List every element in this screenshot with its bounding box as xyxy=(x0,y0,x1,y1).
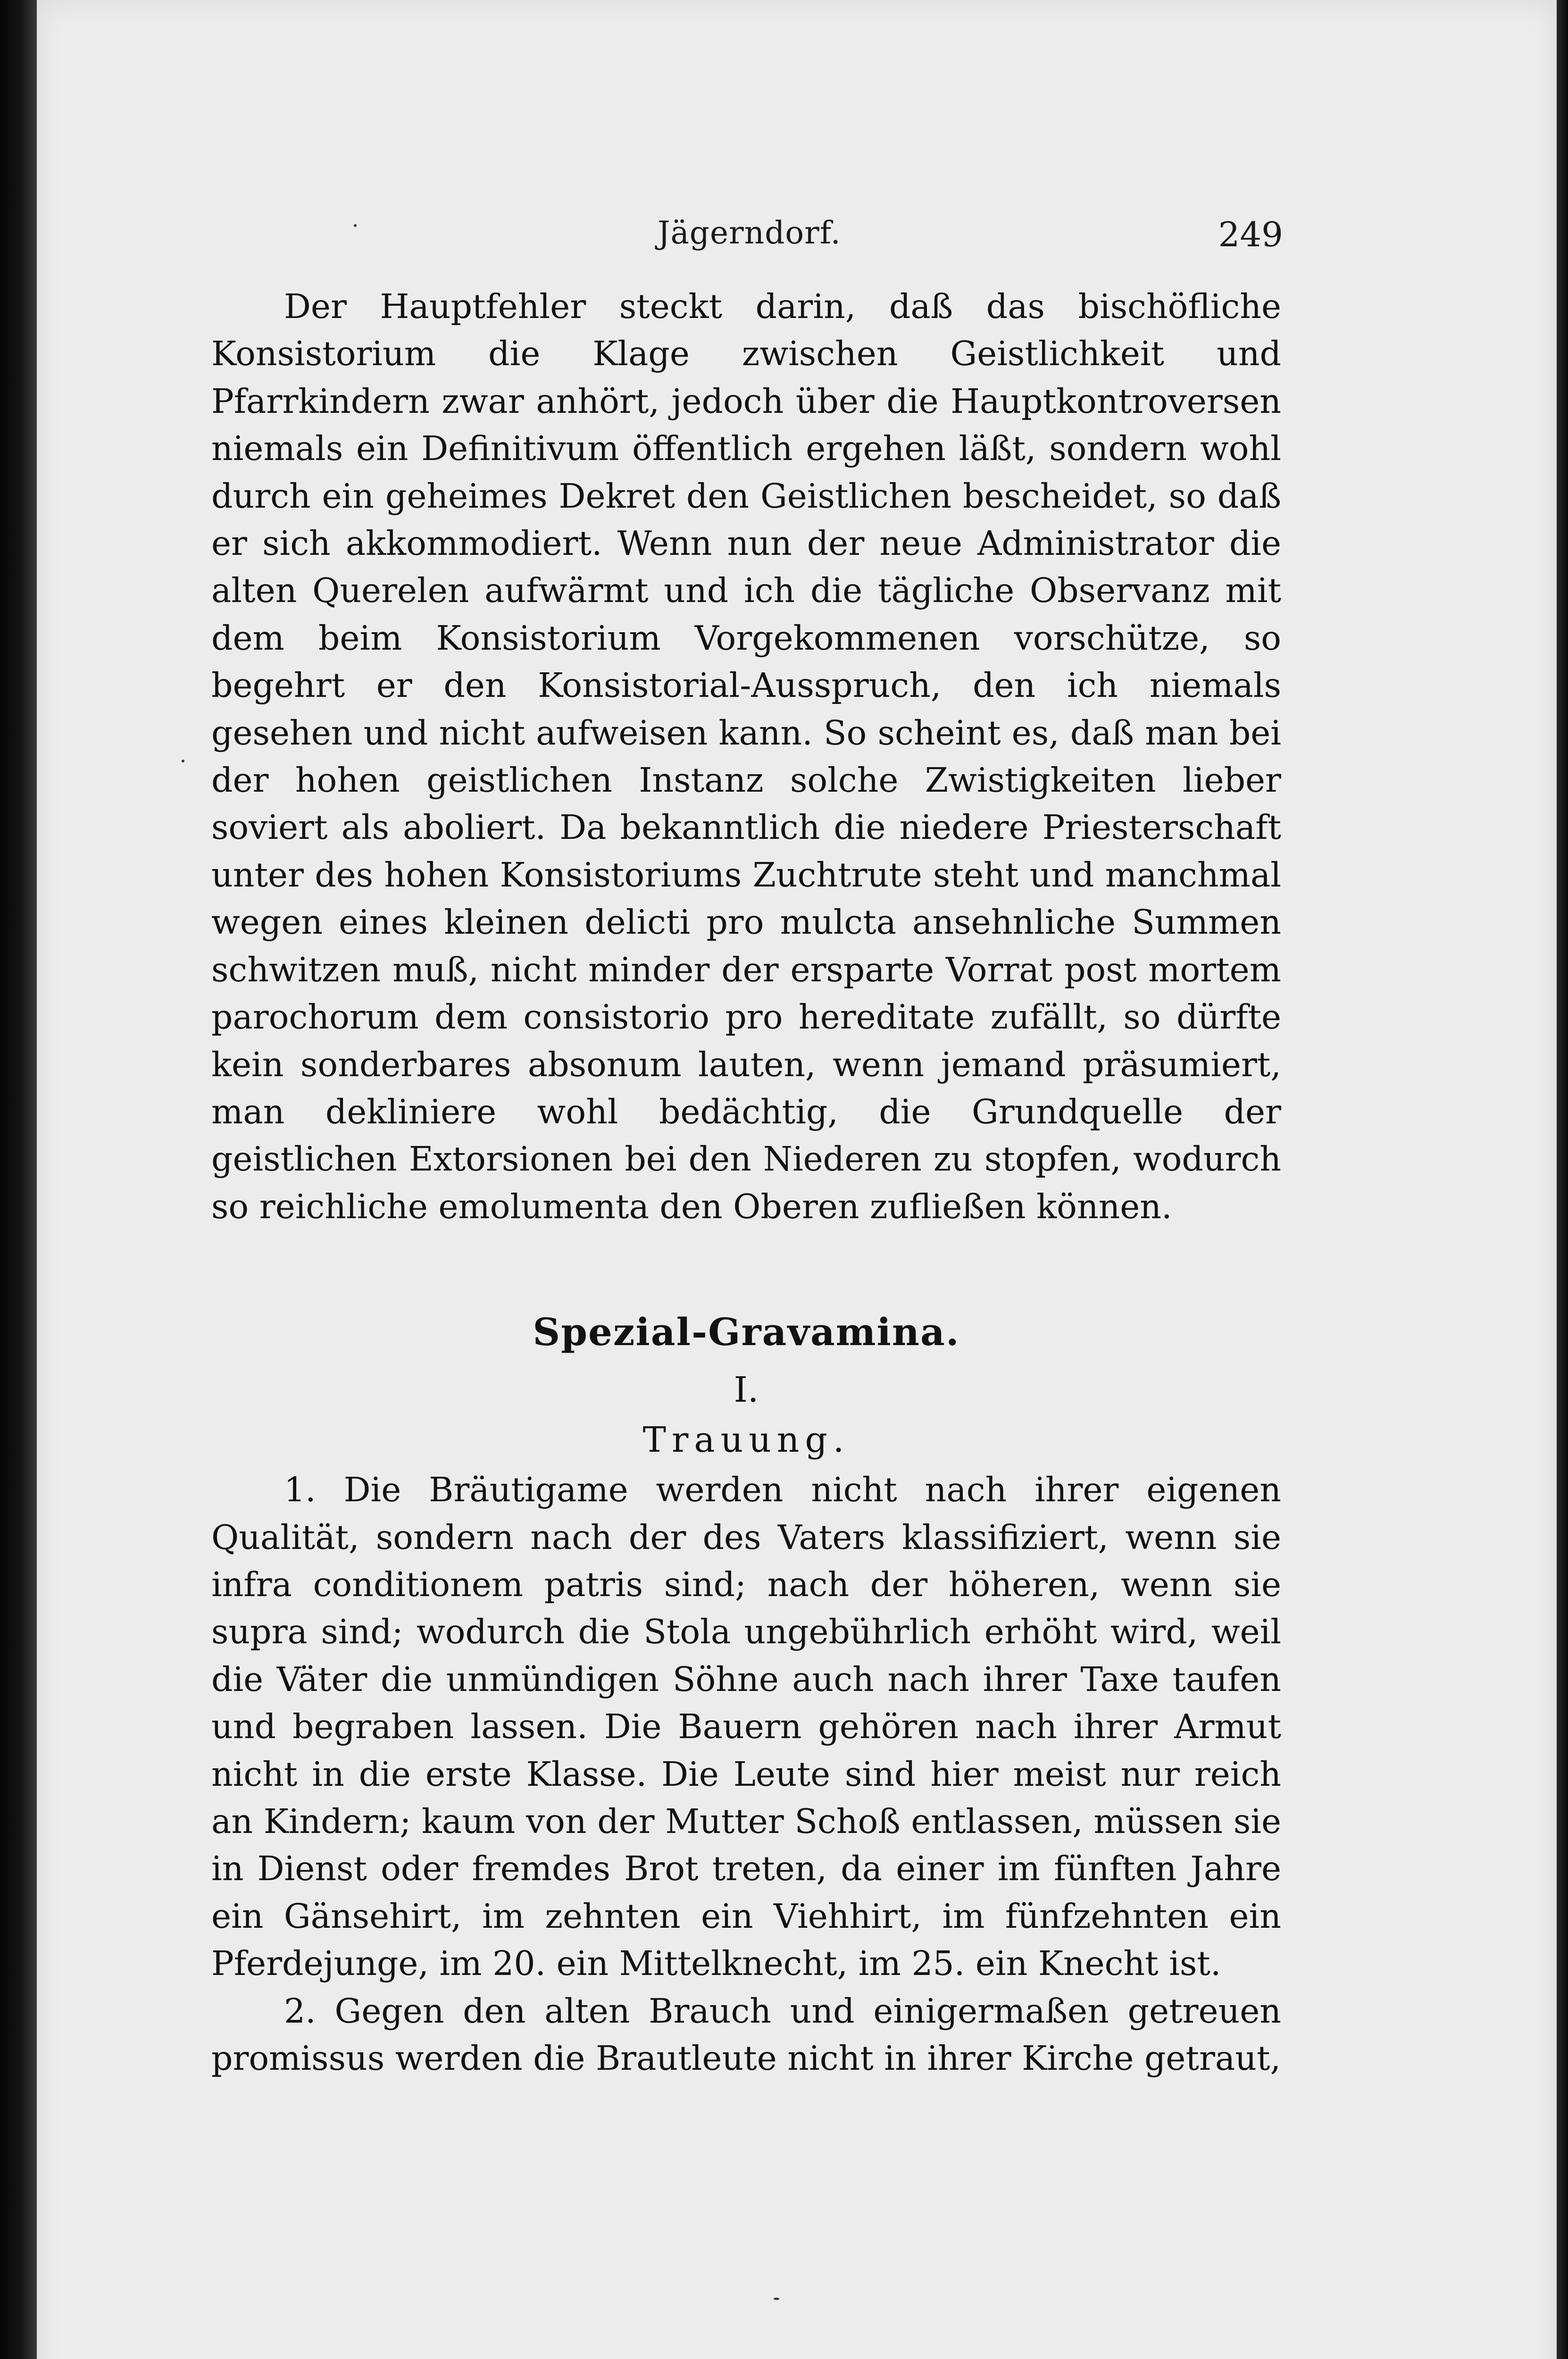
page-right-edge xyxy=(1557,0,1568,2359)
paragraph: Der Hauptfehler steckt darin, daß das bischöfliche Konsistorium die Klage zwischen Geistlichkeit und Pfarrkindern zwar anhört, jedoch über die Hauptkontroversen niemals ein Definitivum öffentlich ergehen läßt, sondern wohl durch ein geheimes Dekret den Geistlichen bescheidet, so daß er sich akkommodiert. Wenn nun der neue Administrator die alten Querelen aufwärmt und ich die tägliche Observanz mit dem beim Konsistorium Vorgekommenen vorschütze, so begehrt er den Konsistorial-Ausspruch, den ich niemals gesehen und nicht aufweisen kann. So scheint es, daß man bei der hohen geistlichen Instanz solche Zwistigkeiten lieber soviert als aboliert. Da bekanntlich die niedere Priesterschaft unter des hohen Konsistoriums Zuchtrute steht und manchmal wegen eines kleinen delicti pro mulcta ansehnliche Summen schwitzen muß, nicht minder der ersparte Vorrat post mortem parochorum dem consistorio pro hereditate zufällt, so dürfte kein sonderbares absonum lauten, wenn jemand präsumiert, man dekliniere wohl bedächtig, die Grundquelle der geistlichen Extorsionen bei den Niederen zu stopfen, wodurch so reichliche emolumenta den Oberen zufließen können. xyxy=(211,287,1281,1226)
numbered-paragraph: 2. Gegen den alten Brauch und einigermaßen getreuen promissus werden die Brautleute nicht in ihrer Kirche getraut, xyxy=(211,1991,1281,2078)
section-title: Spezial-Gravamina. xyxy=(533,1310,960,1355)
page-number: 249 xyxy=(1218,215,1283,254)
running-title: Jägerndorf. xyxy=(658,215,841,251)
numbered-paragraph: 1. Die Bräutigame werden nicht nach ihrer eigenen Qualität, sondern nach der des Vaters klassifiziert, wenn sie infra conditionem patris sind; nach der höheren, wenn sie supra sind; wodurch die Stola ungebührlich erhöht wird, weil die Väter die unmündigen Söhne auch nach ihrer Taxe taufen und begraben lassen. Die Bauern gehören nach ihrer Armut nicht in die erste Klasse. Die Leute sind hier meist nur reich an Kindern; kaum von der Mutter Schoß entlassen, müssen sie in Dienst oder fremdes Brot treten, da einer im fünften Jahre ein Gänsehirt, im zehnten ein Viehhirt, im fünfzehnten ein Pferdejunge, im 20. ein Mittelknecht, im 25. ein Knecht ist. xyxy=(211,1470,1281,1983)
binding-edge xyxy=(0,0,37,2359)
scan-speck xyxy=(182,760,184,762)
section-subtitle: Trauung. xyxy=(642,1420,850,1461)
section-numeral: I. xyxy=(734,1370,759,1411)
scan-speck xyxy=(774,2298,779,2300)
running-header xyxy=(209,215,1283,257)
main-text xyxy=(211,283,1281,2082)
